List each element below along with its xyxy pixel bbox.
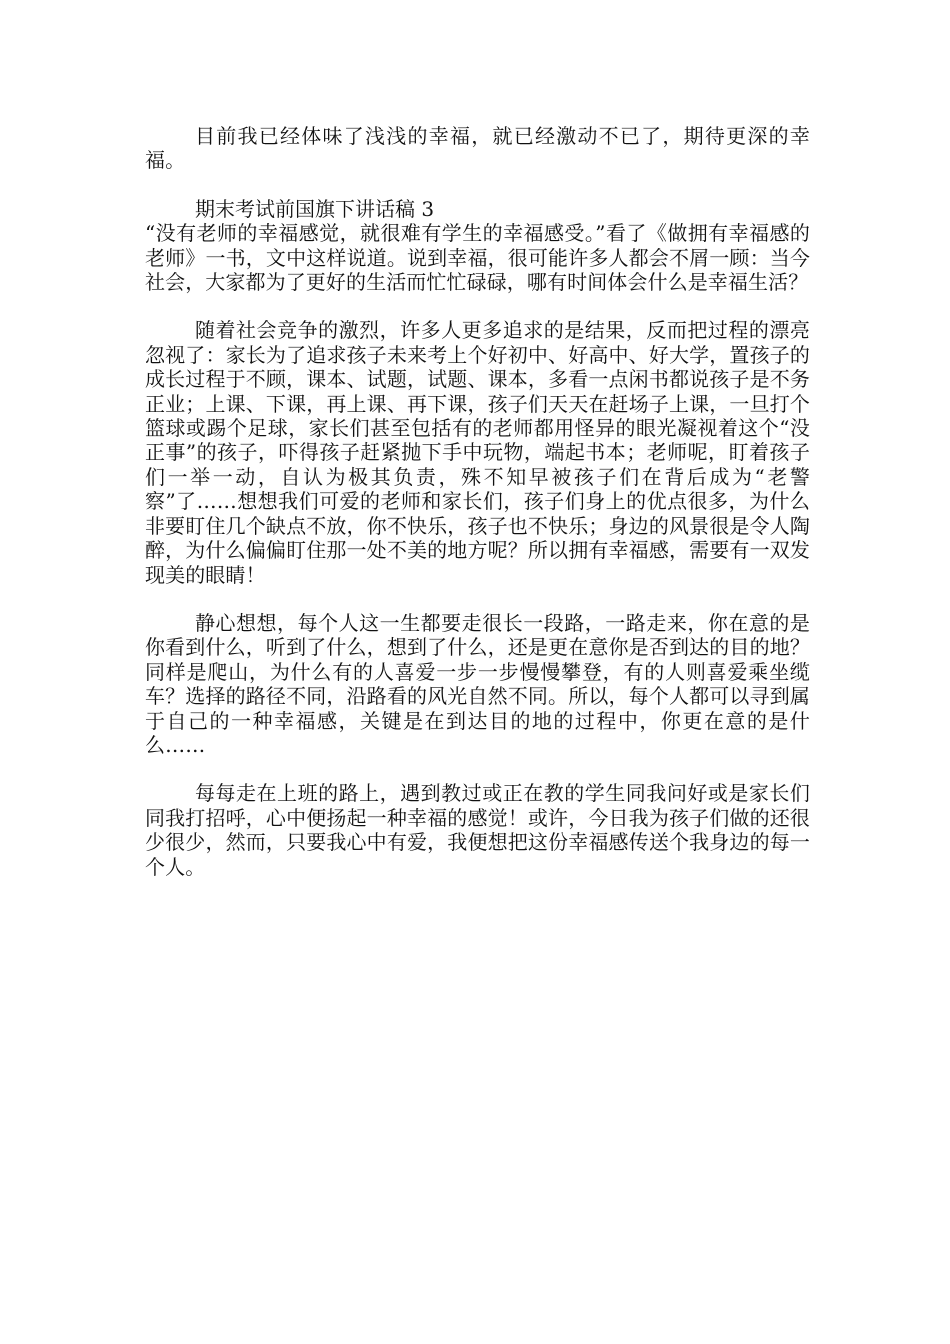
paragraph-gap bbox=[145, 294, 810, 318]
paragraph-2: 随着社会竞争的激烈，许多人更多追求的是结果，反而把过程的漂亮忽视了：家长为了追求孩子未来考上个好初中、好高中、好大学，置孩子的成长过程于不顾，课本、试题，试题、课本，多看一点闲书都说孩子是不务正业；上课、下课，再上课、再下课，孩子们天天在赶场子上课，一旦打个篮球或踢个足球，家长们甚至包括有的老师都用怪异的眼光凝视着这个“没正事”的孩子，吓得孩子赶紧抛下手中玩物，端起书本；老师呢，盯着孩子们一举一动，自认为极其负责，殊不知早被孩子们在背后成为“老警察”了……想想我们可爱的老师和家长们，孩子们身上的优点很多，为什么非要盯住几个缺点不放，你不快乐，孩子也不快乐；身边的风景很是令人陶醉，为什么偏偏盯住那一处不美的地方呢？所以拥有幸福感，需要有一双发现美的眼睛！ bbox=[145, 318, 810, 587]
paragraph-1: “没有老师的幸福感觉，就很难有学生的幸福感受。”看了《做拥有幸福感的老师》一书，文中这样说道。说到幸福，很可能许多人都会不屑一顾：当今社会，大家都为了更好的生活而忙忙碌碌，哪有时间体会什么是幸福生活？ bbox=[145, 221, 810, 295]
paragraph-gap bbox=[145, 757, 810, 781]
paragraph-4: 每每走在上班的路上，遇到教过或正在教的学生同我问好或是家长们同我打招呼，心中便扬起一种幸福的感觉！或许，今日我为孩子们做的还很少很少，然而，只要我心中有爱，我便想把这份幸福感传送个我身边的每一个人。 bbox=[145, 781, 810, 879]
paragraph-gap bbox=[145, 173, 810, 197]
document-page bbox=[145, 124, 810, 879]
section-title: 期末考试前国旗下讲话稿 3 bbox=[195, 196, 435, 221]
intro-paragraph: 目前我已经体味了浅浅的幸福，就已经激动不已了，期待更深的幸福。 bbox=[145, 124, 810, 173]
paragraph-gap bbox=[145, 587, 810, 611]
paragraph-3: 静心想想，每个人这一生都要走很长一段路，一路走来，你在意的是你看到什么，听到了什么，想到了什么，还是更在意你是否到达的目的地？同样是爬山，为什么有的人喜爱一步一步慢慢攀登，有的人则喜爱乘坐缆车？选择的路径不同，沿路看的风光自然不同。所以，每个人都可以寻到属于自己的一种幸福感，关键是在到达目的地的过程中，你更在意的是什么…… bbox=[145, 610, 810, 757]
